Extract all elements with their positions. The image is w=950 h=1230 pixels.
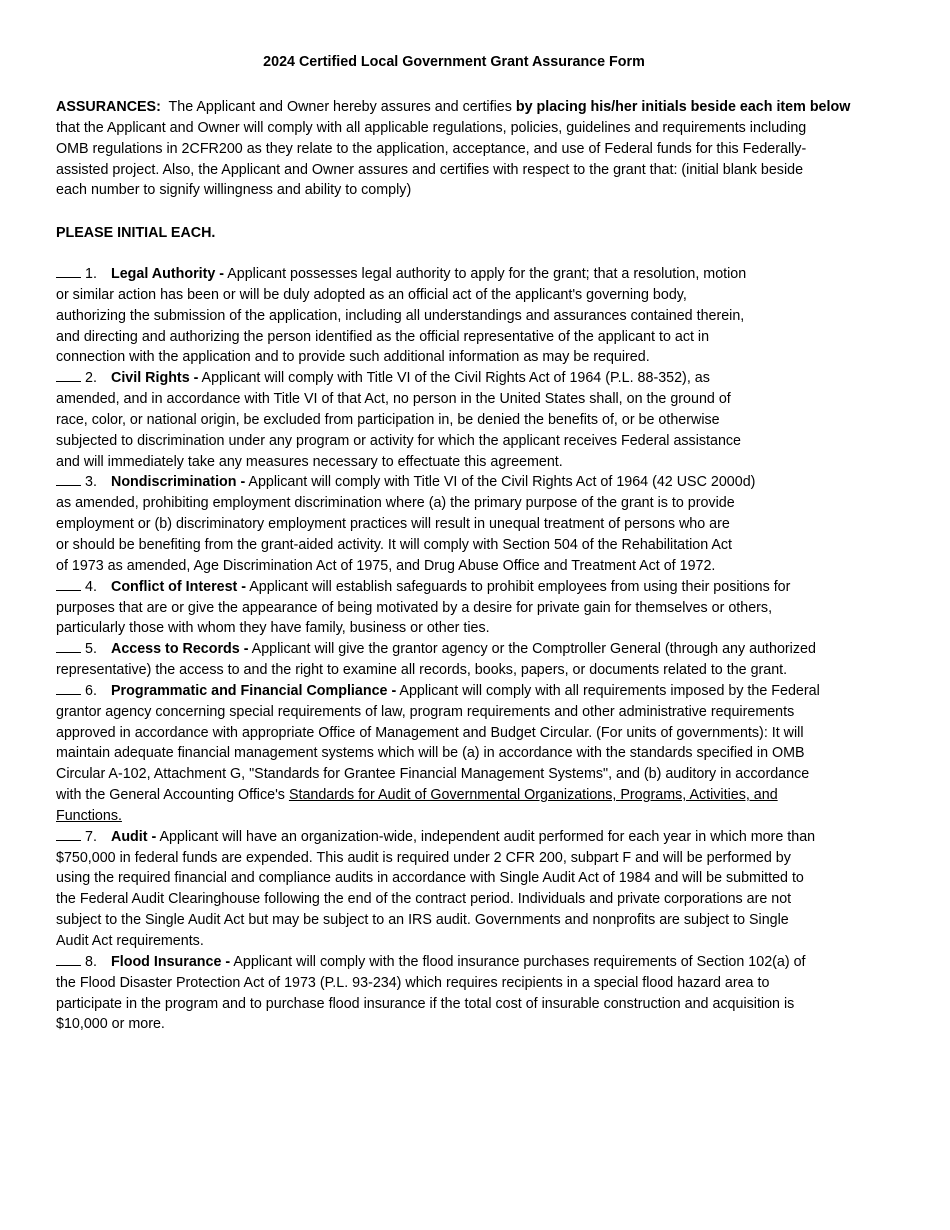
item-line: amended, and in accordance with Title VI of that Act, no person in the United States shall, on the ground of — [56, 391, 731, 408]
item-text: Applicant will give the grantor agency or the Comptroller General (through any authorized — [248, 641, 816, 658]
item-line: $10,000 or more. — [56, 1016, 165, 1033]
item-text: Applicant possesses legal authority to apply for the grant; that a resolution, motion — [224, 266, 747, 282]
assurances-line-5: each number to signify willingness and ability to comply) — [56, 182, 412, 199]
initial-blank-8[interactable] — [56, 952, 81, 966]
item-line: or should be benefiting from the grant-aided activity. It will comply with Section 504 of the Rehabilitation Act — [56, 536, 733, 553]
assurance-item-3 — [56, 472, 896, 576]
item-heading: Legal Authority - — [111, 266, 225, 282]
item-line: Audit Act requirements. — [56, 933, 204, 949]
assurances-bold-phrase: by placing his/her initials beside each item below — [515, 99, 851, 115]
initial-blank-6[interactable] — [56, 681, 81, 695]
initial-blank-3[interactable] — [56, 472, 81, 486]
item-number: 3. — [85, 474, 97, 491]
please-initial-heading: PLEASE INITIAL EACH. — [56, 225, 216, 241]
item-heading: Nondiscrimination - — [111, 474, 246, 491]
item-line: and will immediately take any measures necessary to effectuate this agreement. — [56, 453, 563, 470]
item-heading: Audit - — [111, 828, 157, 845]
item-text: Applicant will comply with Title VI of the Civil Rights Act of 1964 (42 USC 2000d) — [245, 474, 756, 491]
item-text: Applicant will have an organization-wide, independent audit performed for each year in which more than — [156, 828, 816, 845]
item-number: 7. — [85, 828, 97, 845]
item-line: connection with the application and to provide such additional information as may be required. — [56, 349, 650, 366]
initial-blank-4[interactable] — [56, 577, 81, 591]
item-line: grantor agency concerning special requirements of law, program requirements and other administrative requirements — [56, 703, 795, 720]
item-heading: Conflict of Interest - — [111, 578, 247, 595]
item-heading: Flood Insurance - — [111, 953, 231, 970]
item-line: of 1973 as amended, Age Discrimination Act of 1975, and Drug Abuse Office and Treatment Act of 1972. — [56, 557, 716, 574]
assurance-item-7 — [56, 827, 896, 952]
item-line: particularly those with whom they have family, business or other ties. — [56, 620, 490, 637]
item-number: 6. — [85, 682, 97, 699]
item-line: authorizing the submission of the application, including all understandings and assurances contained therein, — [56, 307, 745, 324]
assurance-item-4 — [56, 577, 896, 640]
item-line: maintain adequate financial management systems which will be (a) in accordance with the standards specified in OMB — [56, 745, 805, 762]
assurances-line-1 — [56, 97, 896, 118]
initial-blank-1[interactable] — [56, 264, 81, 278]
assurances-paragraph — [56, 97, 896, 201]
item-line: subjected to discrimination under any program or activity for which the applicant receives Federal assistance — [56, 432, 741, 449]
item-number: 5. — [85, 641, 97, 658]
assurances-line-2: that the Applicant and Owner will comply with all applicable regulations, policies, guidelines and requirements including — [56, 119, 807, 136]
item-heading: Programmatic and Financial Compliance - — [111, 682, 397, 699]
item-text: Applicant will comply with all requirements imposed by the Federal — [396, 682, 820, 699]
assurance-item-6 — [56, 681, 896, 827]
initial-blank-5[interactable] — [56, 639, 81, 653]
initial-blank-2[interactable] — [56, 368, 81, 382]
item-text: with the General Accounting Office's — [56, 787, 289, 804]
item-line: the Flood Disaster Protection Act of 1973 (P.L. 93-234) which requires recipients in a special flood hazard area to — [56, 974, 770, 991]
item-line: using the required financial and compliance audits in accordance with Single Audit Act of 1984 and will be submitted to — [56, 870, 804, 887]
item-line: approved in accordance with appropriate Office of Management and Budget Circular. (For units of governments): It will — [56, 724, 804, 741]
assurance-items-list — [56, 264, 896, 1035]
item-line: as amended, prohibiting employment discrimination where (a) the primary purpose of the grant is to provide — [56, 495, 735, 512]
item-number: 2. — [85, 370, 97, 387]
underlined-title-end: Functions. — [56, 807, 122, 824]
item-text: Applicant will comply with Title VI of the Civil Rights Act of 1964 (P.L. 88-352), as — [198, 370, 710, 387]
item-line: the Federal Audit Clearinghouse following the end of the contract period. Individuals and private corporations are not — [56, 891, 792, 908]
item-line: participate in the program and to purchase flood insurance if the total cost of insurable construction and acquisition is — [56, 995, 795, 1012]
item-line: subject to the Single Audit Act but may be subject to an IRS audit. Governments and nonprofits are subject to Single — [56, 912, 789, 929]
assurances-label: ASSURANCES: — [56, 99, 161, 115]
item-number: 4. — [85, 578, 97, 595]
item-line: race, color, or national origin, be excluded from participation in, be denied the benefits of, or be otherwise — [56, 411, 720, 428]
assurance-item-8 — [56, 952, 896, 1035]
assurances-text: The Applicant and Owner hereby assures and certifies — [160, 99, 516, 115]
item-line: and directing and authorizing the person identified as the official representative of the applicant to act in — [56, 328, 710, 345]
assurances-line-4: assisted project. Also, the Applicant and Owner assures and certifies with respect to the grant that: (initial blank beside — [56, 161, 804, 178]
assurances-line-3: OMB regulations in 2CFR200 as they relate to the application, acceptance, and use of Federal funds for this Federally- — [56, 140, 807, 157]
assurance-item-1 — [56, 264, 896, 368]
item-heading: Civil Rights - — [111, 370, 199, 387]
item-line: or similar action has been or will be duly adopted as an official act of the applicant's governing body, — [56, 286, 687, 303]
item-number: 1. — [85, 266, 97, 282]
item-line: Circular A-102, Attachment G, "Standards for Grantee Financial Management Systems", and (b) auditory in accordance — [56, 766, 810, 783]
assurance-item-5 — [56, 639, 896, 681]
initial-blank-7[interactable] — [56, 827, 81, 841]
item-heading: Access to Records - — [111, 641, 249, 658]
item-text: Applicant will establish safeguards to prohibit employees from using their positions for — [246, 578, 791, 595]
item-line: purposes that are or give the appearance of being motivated by a desire for private gain for themselves or others, — [56, 599, 773, 616]
item-line: employment or (b) discriminatory employment practices will result in unequal treatment of persons who are — [56, 516, 730, 533]
underlined-title: Standards for Audit of Governmental Organizations, Programs, Activities, and — [288, 787, 778, 804]
item-text: Applicant will comply with the flood insurance purchases requirements of Section 102(a) of — [230, 953, 806, 970]
item-line: $750,000 in federal funds are expended. This audit is required under 2 CFR 200, subpart F and will be performed by — [56, 849, 791, 866]
page-title: 2024 Certified Local Government Grant Assurance Form — [263, 54, 645, 70]
item-number: 8. — [85, 953, 97, 970]
assurance-item-2 — [56, 368, 896, 472]
item-line: representative) the access to and the right to examine all records, books, papers, or documents related to the grant. — [56, 662, 788, 679]
